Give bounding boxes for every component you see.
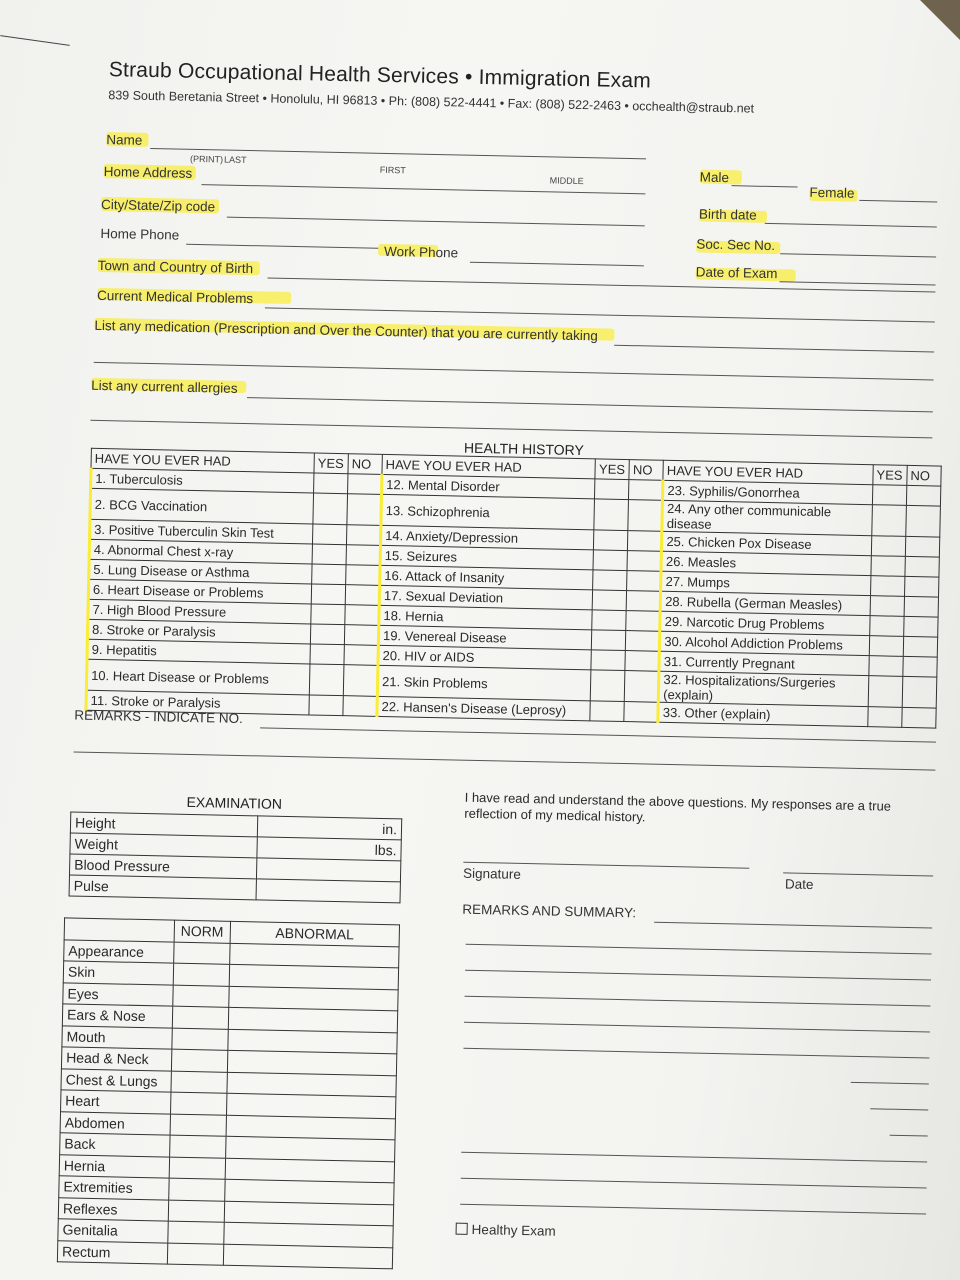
- no-answer-cell[interactable]: [624, 702, 658, 723]
- work-phone-label: Work Phone: [383, 243, 459, 261]
- condition-label: 7. High Blood Pressure: [88, 599, 311, 624]
- remarks-field-2[interactable]: [74, 752, 936, 771]
- female-label: Female: [809, 184, 855, 201]
- system-label: Abdomen: [60, 1111, 170, 1135]
- norm-cell[interactable]: [173, 985, 229, 1008]
- norm-cell[interactable]: [168, 1200, 224, 1223]
- no-header: NO: [907, 465, 941, 486]
- condition-label: 31. Currently Pregnant: [659, 651, 869, 675]
- yes-header: YES: [595, 459, 629, 480]
- no-header: NO: [348, 454, 382, 475]
- condition-label: 8. Stroke or Paralysis: [87, 619, 310, 644]
- yes-answer-cell[interactable]: [868, 676, 903, 708]
- no-header: NO: [629, 460, 663, 481]
- system-label: Reflexes: [58, 1197, 168, 1221]
- system-label: Back: [60, 1133, 170, 1157]
- vital-label: Weight: [70, 833, 258, 858]
- abnormal-cell[interactable]: [223, 1244, 393, 1269]
- signature-label: Signature: [462, 865, 522, 882]
- condition-label: 24. Any other communicable disease: [662, 500, 872, 535]
- condition-label: 9. Hepatitis: [87, 639, 310, 664]
- yes-answer-cell[interactable]: [592, 610, 626, 631]
- attestation-text: I have read and understand the above questions. My responses are a true reflection of my medical history.: [464, 789, 892, 825]
- system-label: Skin: [63, 961, 173, 985]
- yes-answer-cell[interactable]: [312, 564, 346, 585]
- city-label: City/State/Zip code: [100, 196, 216, 215]
- no-answer-cell[interactable]: [903, 636, 937, 657]
- date-label: Date: [784, 876, 814, 893]
- condition-label: 19. Venereal Disease: [378, 625, 592, 649]
- yes-answer-cell[interactable]: [593, 590, 627, 611]
- condition-label: 13. Schizophrenia: [381, 494, 595, 529]
- remarks-field[interactable]: [260, 727, 936, 742]
- ssn-label: Soc. Sec No.: [696, 236, 776, 254]
- yes-answer-cell[interactable]: [870, 616, 904, 637]
- yes-answer-cell[interactable]: [310, 624, 344, 645]
- yes-answer-cell[interactable]: [871, 556, 905, 577]
- system-label: Ears & Nose: [62, 1004, 172, 1028]
- allergies-field[interactable]: [247, 397, 933, 412]
- yes-answer-cell[interactable]: [309, 695, 343, 716]
- no-answer-cell[interactable]: [904, 616, 938, 637]
- home-address-label: Home Address: [103, 164, 193, 181]
- yes-answer-cell[interactable]: [592, 630, 626, 651]
- yes-answer-cell[interactable]: [870, 596, 904, 617]
- middle-hint: MIDDLE: [549, 175, 584, 187]
- allergies-label: List any current allergies: [91, 377, 238, 396]
- yes-answer-cell[interactable]: [310, 644, 344, 665]
- condition-label: 10. Heart Disease or Problems: [86, 659, 310, 695]
- yes-answer-cell[interactable]: [871, 536, 905, 557]
- female-field[interactable]: [859, 200, 937, 203]
- no-answer-cell[interactable]: [904, 576, 938, 597]
- no-answer-cell[interactable]: [626, 631, 660, 652]
- summary-field-10[interactable]: [461, 1152, 927, 1163]
- health-history-table: [84, 448, 941, 729]
- medical-problems-label: Current Medical Problems: [96, 287, 254, 307]
- yes-answer-cell[interactable]: [311, 584, 345, 605]
- no-answer-cell[interactable]: [627, 571, 661, 592]
- no-answer-cell[interactable]: [905, 536, 939, 557]
- vital-unit: lbs.: [374, 841, 397, 859]
- no-answer-cell[interactable]: [626, 611, 660, 632]
- system-label: Hernia: [59, 1154, 169, 1178]
- birthplace-field[interactable]: [268, 277, 936, 292]
- vital-label: Pulse: [69, 875, 257, 900]
- ssn-field[interactable]: [780, 253, 936, 257]
- yes-answer-cell[interactable]: [591, 670, 626, 702]
- norm-cell[interactable]: [172, 1006, 228, 1029]
- no-answer-cell[interactable]: [902, 676, 937, 708]
- yes-answer-cell[interactable]: [872, 505, 907, 537]
- vital-unit: in.: [382, 820, 398, 838]
- no-answer-cell[interactable]: [344, 645, 378, 666]
- vital-value-field[interactable]: [256, 879, 400, 903]
- condition-label: 6. Heart Disease or Problems: [88, 579, 311, 604]
- norm-cell[interactable]: [167, 1243, 223, 1266]
- norm-cell[interactable]: [169, 1135, 225, 1158]
- yes-answer-cell[interactable]: [593, 570, 627, 591]
- summary-field-12[interactable]: [460, 1204, 926, 1215]
- no-answer-cell[interactable]: [345, 605, 379, 626]
- condition-label: 25. Chicken Pox Disease: [662, 531, 872, 555]
- column-header: HAVE YOU EVER HAD: [382, 454, 596, 478]
- no-answer-cell[interactable]: [627, 551, 661, 572]
- yes-answer-cell[interactable]: [313, 493, 348, 525]
- condition-label: 18. Hernia: [379, 605, 593, 629]
- allergies-field-2[interactable]: [91, 420, 933, 439]
- condition-label: 22. Hansen's Disease (Leprosy): [377, 696, 591, 720]
- no-answer-cell[interactable]: [343, 665, 378, 697]
- yes-answer-cell[interactable]: [595, 479, 629, 500]
- home-phone-label: Home Phone: [100, 225, 180, 243]
- summary-field-7[interactable]: [851, 1082, 929, 1085]
- system-label: Heart: [61, 1090, 171, 1114]
- city-field[interactable]: [227, 217, 645, 227]
- work-phone-field[interactable]: [470, 262, 644, 267]
- condition-label: 17. Sexual Deviation: [379, 585, 593, 609]
- medical-problems-field[interactable]: [265, 307, 935, 322]
- last-hint: LAST: [223, 154, 247, 166]
- clinic-address: 839 South Beretania Street • Honolulu, HI 96813 • Ph: (808) 522-4441 • Fax: (808) 522-2463 • occhealth@straub.net: [108, 88, 755, 116]
- medication-label: List any medication (Prescription and Over the Counter) that you are currently taking: [94, 317, 599, 344]
- norm-cell[interactable]: [168, 1221, 224, 1244]
- summary-field-9[interactable]: [890, 1135, 928, 1137]
- vital-label: Blood Pressure: [69, 854, 257, 879]
- abnormal-header: ABNORMAL: [230, 921, 400, 946]
- no-answer-cell[interactable]: [629, 480, 663, 501]
- system-label: Appearance: [64, 939, 174, 963]
- summary-field-8[interactable]: [870, 1108, 928, 1110]
- no-answer-cell[interactable]: [347, 525, 381, 546]
- norm-cell[interactable]: [171, 1071, 227, 1094]
- summary-field-4[interactable]: [465, 996, 931, 1007]
- male-field[interactable]: [732, 185, 798, 187]
- condition-label: 20. HIV or AIDS: [378, 645, 592, 669]
- no-answer-cell[interactable]: [625, 651, 659, 672]
- male-label: Male: [699, 169, 730, 186]
- condition-label: 21. Skin Problems: [377, 665, 591, 700]
- no-answer-cell[interactable]: [344, 625, 378, 646]
- yes-answer-cell[interactable]: [313, 524, 347, 545]
- no-answer-cell[interactable]: [906, 485, 940, 506]
- system-label: Extremities: [59, 1176, 169, 1200]
- condition-label: 12. Mental Disorder: [382, 474, 596, 498]
- no-answer-cell[interactable]: [905, 556, 939, 577]
- condition-label: 14. Anxiety/Depression: [380, 525, 594, 549]
- yes-answer-cell[interactable]: [309, 664, 344, 696]
- summary-field-11[interactable]: [461, 1178, 927, 1189]
- no-answer-cell[interactable]: [903, 656, 937, 677]
- vitals-table: [69, 811, 403, 903]
- yes-answer-cell[interactable]: [314, 473, 348, 494]
- yes-answer-cell[interactable]: [869, 636, 903, 657]
- summary-label: REMARKS AND SUMMARY:: [462, 901, 637, 921]
- yes-answer-cell[interactable]: [594, 499, 629, 531]
- yes-answer-cell[interactable]: [311, 604, 345, 625]
- condition-label: 29. Narcotic Drug Problems: [660, 611, 870, 635]
- condition-label: 5. Lung Disease or Asthma: [89, 559, 312, 584]
- yes-answer-cell[interactable]: [312, 544, 346, 565]
- vital-value-field[interactable]: [257, 858, 401, 882]
- first-hint: FIRST: [379, 164, 406, 176]
- remarks-label: REMARKS - INDICATE NO.: [74, 707, 243, 727]
- healthy-exam-option[interactable]: [456, 1222, 556, 1239]
- healthy-exam-checkbox[interactable]: [456, 1223, 468, 1235]
- name-label: Name: [106, 132, 143, 148]
- norm-cell[interactable]: [171, 1049, 227, 1072]
- no-answer-cell[interactable]: [627, 591, 661, 612]
- no-answer-cell[interactable]: [346, 565, 380, 586]
- condition-label: 16. Attack of Insanity: [380, 565, 594, 589]
- birth-date-label: Birth date: [698, 206, 757, 223]
- summary-field-5[interactable]: [464, 1022, 930, 1033]
- summary-field[interactable]: [654, 922, 932, 929]
- examination-title: EXAMINATION: [186, 793, 283, 812]
- yes-header: YES: [873, 465, 907, 486]
- condition-label: 30. Alcohol Addiction Problems: [660, 631, 870, 655]
- norm-cell[interactable]: [169, 1157, 225, 1180]
- norm-cell[interactable]: [173, 942, 229, 965]
- norm-cell[interactable]: [173, 963, 229, 986]
- summary-field-6[interactable]: [463, 1048, 929, 1059]
- no-answer-cell[interactable]: [904, 596, 938, 617]
- system-label: Rectum: [57, 1240, 167, 1264]
- norm-cell[interactable]: [170, 1114, 226, 1137]
- condition-label: 11. Stroke or Paralysis: [86, 690, 309, 715]
- column-header: HAVE YOU EVER HAD: [91, 448, 314, 473]
- no-answer-cell[interactable]: [628, 531, 662, 552]
- birthplace-label: Town and Country of Birth: [97, 257, 254, 277]
- condition-label: 27. Mumps: [661, 571, 871, 595]
- yes-answer-cell[interactable]: [869, 656, 903, 677]
- no-answer-cell[interactable]: [343, 696, 377, 717]
- vital-value-field[interactable]: [257, 837, 401, 861]
- vital-label: Height: [70, 812, 258, 837]
- yes-answer-cell[interactable]: [593, 550, 627, 571]
- norm-cell[interactable]: [172, 1028, 228, 1051]
- birth-date-field[interactable]: [765, 223, 937, 228]
- summary-field-2[interactable]: [466, 944, 932, 955]
- condition-label: 23. Syphilis/Gonorrhea: [663, 480, 873, 504]
- yes-answer-cell[interactable]: [590, 701, 624, 722]
- no-answer-cell[interactable]: [625, 671, 660, 703]
- systems-table: [57, 917, 400, 1269]
- system-label: Mouth: [62, 1025, 172, 1049]
- norm-cell[interactable]: [170, 1092, 226, 1115]
- no-answer-cell[interactable]: [906, 505, 941, 537]
- norm-cell[interactable]: [168, 1178, 224, 1201]
- yes-answer-cell[interactable]: [870, 576, 904, 597]
- condition-label: 15. Seizures: [380, 545, 594, 569]
- summary-field-3[interactable]: [465, 970, 931, 981]
- home-phone-field[interactable]: [186, 244, 378, 249]
- yes-header: YES: [314, 453, 348, 474]
- column-header: HAVE YOU EVER HAD: [663, 460, 873, 484]
- system-label: Genitalia: [58, 1219, 168, 1243]
- no-answer-cell[interactable]: [346, 545, 380, 566]
- health-history-title: HEALTH HISTORY: [463, 439, 584, 459]
- condition-label: 1. Tuberculosis: [91, 468, 314, 493]
- system-label: Eyes: [63, 982, 173, 1006]
- healthy-exam-label: Healthy Exam: [471, 1221, 556, 1239]
- vital-value-field[interactable]: [258, 816, 402, 840]
- condition-label: 28. Rubella (German Measles): [660, 591, 870, 615]
- no-answer-cell[interactable]: [345, 585, 379, 606]
- no-answer-cell[interactable]: [628, 500, 663, 532]
- exam-date-label: Date of Exam: [695, 264, 778, 282]
- medication-field[interactable]: [614, 345, 934, 353]
- condition-label: 4. Abnormal Chest x-ray: [89, 539, 312, 564]
- system-label: Chest & Lungs: [61, 1068, 171, 1092]
- yes-answer-cell[interactable]: [594, 530, 628, 551]
- condition-label: 33. Other (explain): [658, 702, 868, 726]
- system-label: Head & Neck: [61, 1047, 171, 1071]
- no-answer-cell[interactable]: [347, 494, 382, 526]
- norm-header: NORM: [174, 920, 230, 943]
- yes-answer-cell[interactable]: [872, 485, 906, 506]
- condition-label: 2. BCG Vaccination: [90, 488, 314, 524]
- medication-field-2[interactable]: [94, 362, 934, 381]
- print-hint: (PRINT): [189, 153, 224, 165]
- exam-date-field[interactable]: [780, 281, 936, 285]
- no-answer-cell[interactable]: [902, 707, 936, 728]
- condition-label: 32. Hospitalizations/Surgeries (explain): [659, 671, 869, 706]
- yes-answer-cell[interactable]: [868, 707, 902, 728]
- form-title: Straub Occupational Health Services • Immigration Exam: [108, 58, 652, 93]
- yes-answer-cell[interactable]: [591, 650, 625, 671]
- no-answer-cell[interactable]: [348, 474, 382, 495]
- condition-label: 3. Positive Tuberculin Skin Test: [90, 519, 313, 544]
- condition-label: 26. Measles: [661, 551, 871, 575]
